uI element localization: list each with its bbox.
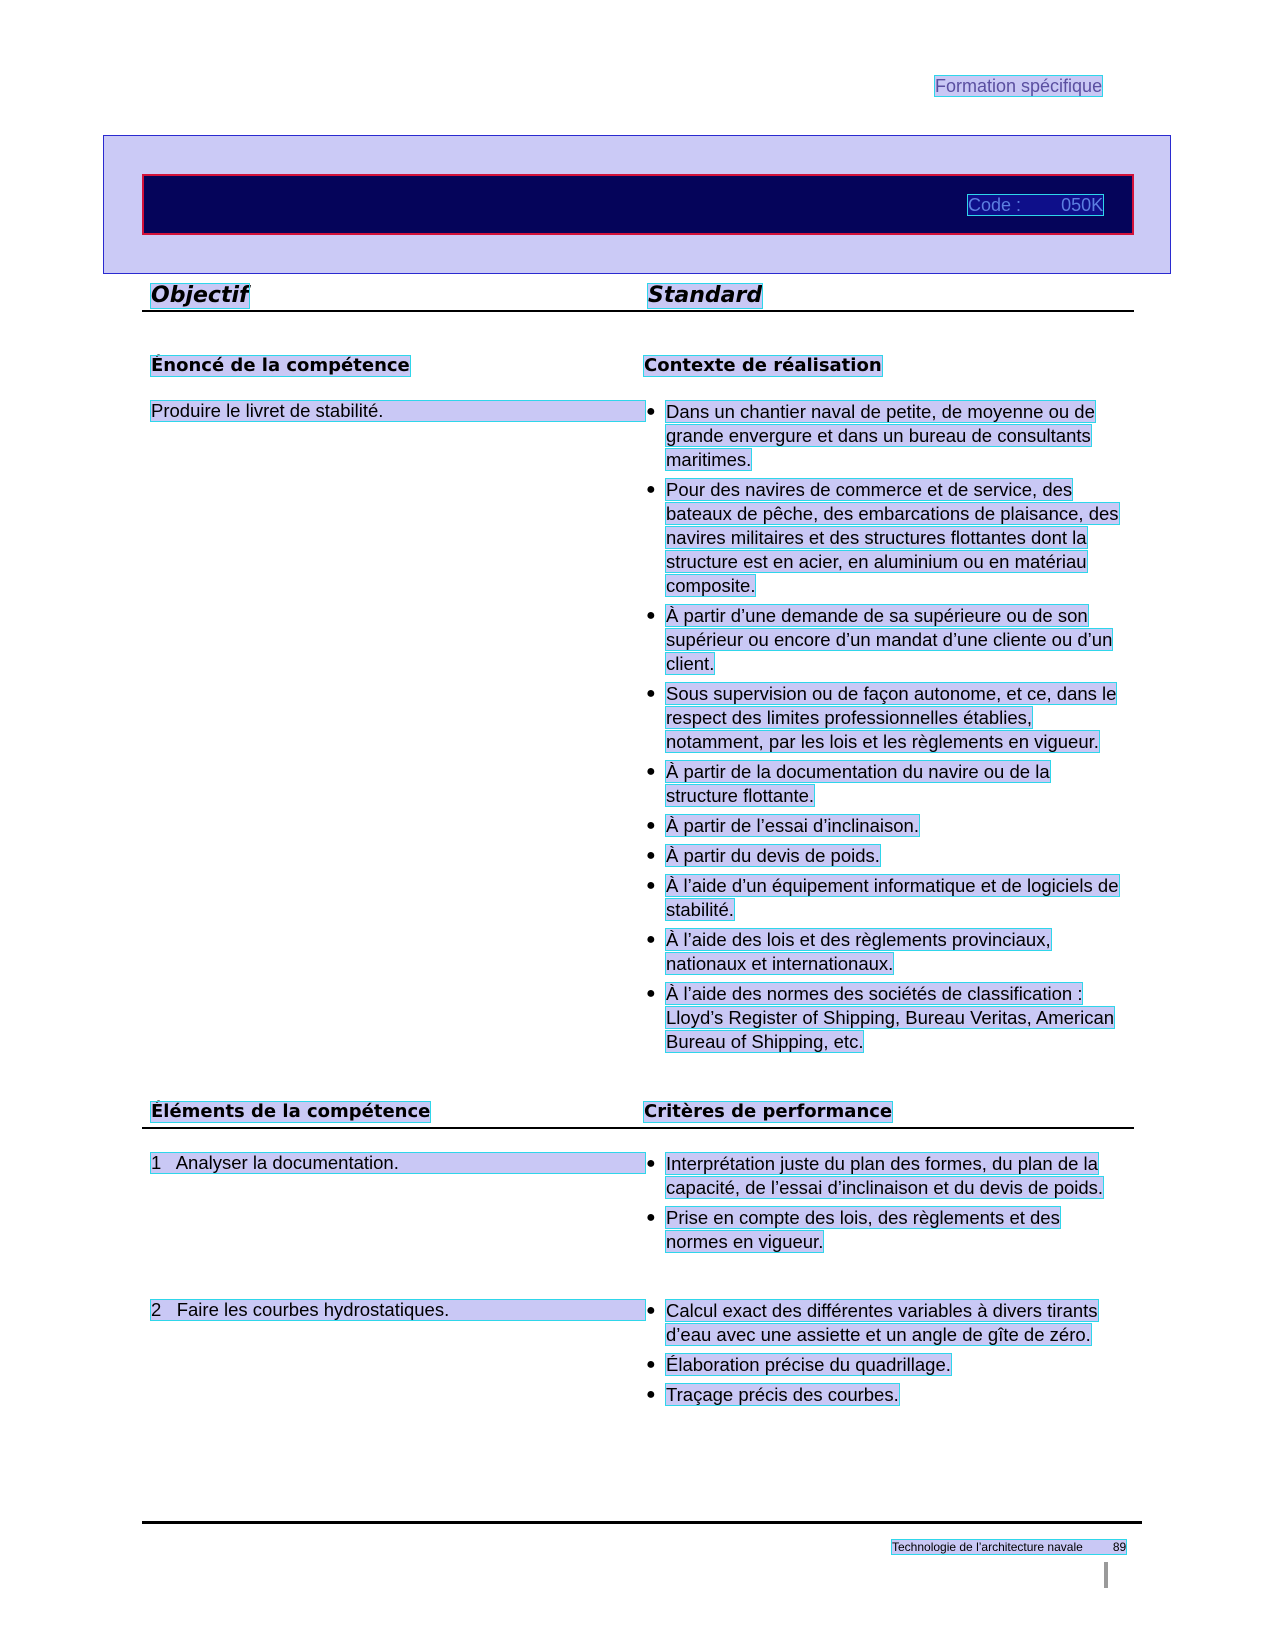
- list-item: ● À partir de la documentation du navire ou de la structure flottante.: [646, 761, 1050, 806]
- contexte-heading: Contexte de réalisation: [644, 355, 882, 376]
- list-item: ● Traçage précis des courbes.: [646, 1384, 899, 1405]
- list-item: ● Interprétation juste du plan des formes, du plan de la capacité, de l’essai d’inclinaison et du devis de poids.: [646, 1153, 1104, 1198]
- divider: [142, 1127, 1134, 1129]
- margin-change-bar: [1104, 1562, 1108, 1588]
- list-item: ● À l’aide des lois et des règlements provinciaux, nationaux et internationaux.: [646, 929, 1051, 974]
- list-item: ● À l’aide des normes des sociétés de classification : Lloyd’s Register of Shipping, Bureau Veritas, American Bureau of Shipping, etc.: [646, 983, 1115, 1052]
- competence-heading: Énoncé de la compétence: [151, 355, 410, 376]
- code-value: 050K: [1061, 195, 1104, 215]
- column-head-standard: Standard: [648, 283, 763, 308]
- list-item: ● Élaboration précise du quadrillage.: [646, 1354, 951, 1375]
- page-footer: [892, 1540, 1126, 1554]
- list-item: ● Calcul exact des différentes variables à divers tirants d’eau avec une assiette et un angle de gîte de zéro.: [646, 1300, 1098, 1345]
- list-item: ● À partir de l’essai d’inclinaison.: [646, 815, 919, 836]
- criteria-list-2: [646, 1299, 1126, 1413]
- competency-code: [968, 195, 1103, 215]
- element-number: 1: [151, 1152, 162, 1173]
- element-number: 2: [151, 1299, 162, 1320]
- list-item: ● À l’aide d’un équipement informatique et de logiciels de stabilité.: [646, 875, 1119, 920]
- competence-statement: Produire le livret de stabilité.: [151, 401, 645, 421]
- code-label: Code :: [968, 195, 1022, 215]
- column-head-objectif: Objectif: [151, 283, 249, 308]
- element-2: [151, 1300, 645, 1320]
- criteria-list-1: [646, 1152, 1126, 1260]
- criteres-heading: Critères de performance: [644, 1101, 893, 1122]
- list-item: ● À partir du devis de poids.: [646, 845, 880, 866]
- contexte-list: [646, 400, 1126, 1060]
- elements-heading: Éléments de la compétence: [151, 1101, 431, 1122]
- divider: [142, 310, 1134, 312]
- running-header: Formation spécifique: [935, 76, 1103, 96]
- list-item: ● Dans un chantier naval de petite, de moyenne ou de grande envergure et dans un bureau de consultants maritimes.: [646, 401, 1095, 470]
- element-1: [151, 1153, 645, 1173]
- element-label: Analyser la documentation.: [175, 1152, 399, 1173]
- list-item: ● À partir d’une demande de sa supérieure ou de son supérieur ou encore d’un mandat d’une cliente ou d’un client.: [646, 605, 1113, 674]
- element-label: Faire les courbes hydrostatiques.: [176, 1299, 450, 1320]
- list-item: ● Sous supervision ou de façon autonome, et ce, dans le respect des limites professionnelles établies, notamment, par les lois et les règlements en vigueur.: [646, 683, 1117, 752]
- page-number: 89: [1112, 1540, 1127, 1554]
- footer-divider: [142, 1521, 1142, 1524]
- list-item: ● Pour des navires de commerce et de service, des bateaux de pêche, des embarcations de plaisance, des navires militaires et des structures flottantes dont la structure est en acier, en aluminium ou en matériau composite.: [646, 479, 1119, 596]
- list-item: ● Prise en compte des lois, des règlements et des normes en vigueur.: [646, 1207, 1060, 1252]
- footer-program: Technologie de l’architecture navale: [892, 1540, 1083, 1554]
